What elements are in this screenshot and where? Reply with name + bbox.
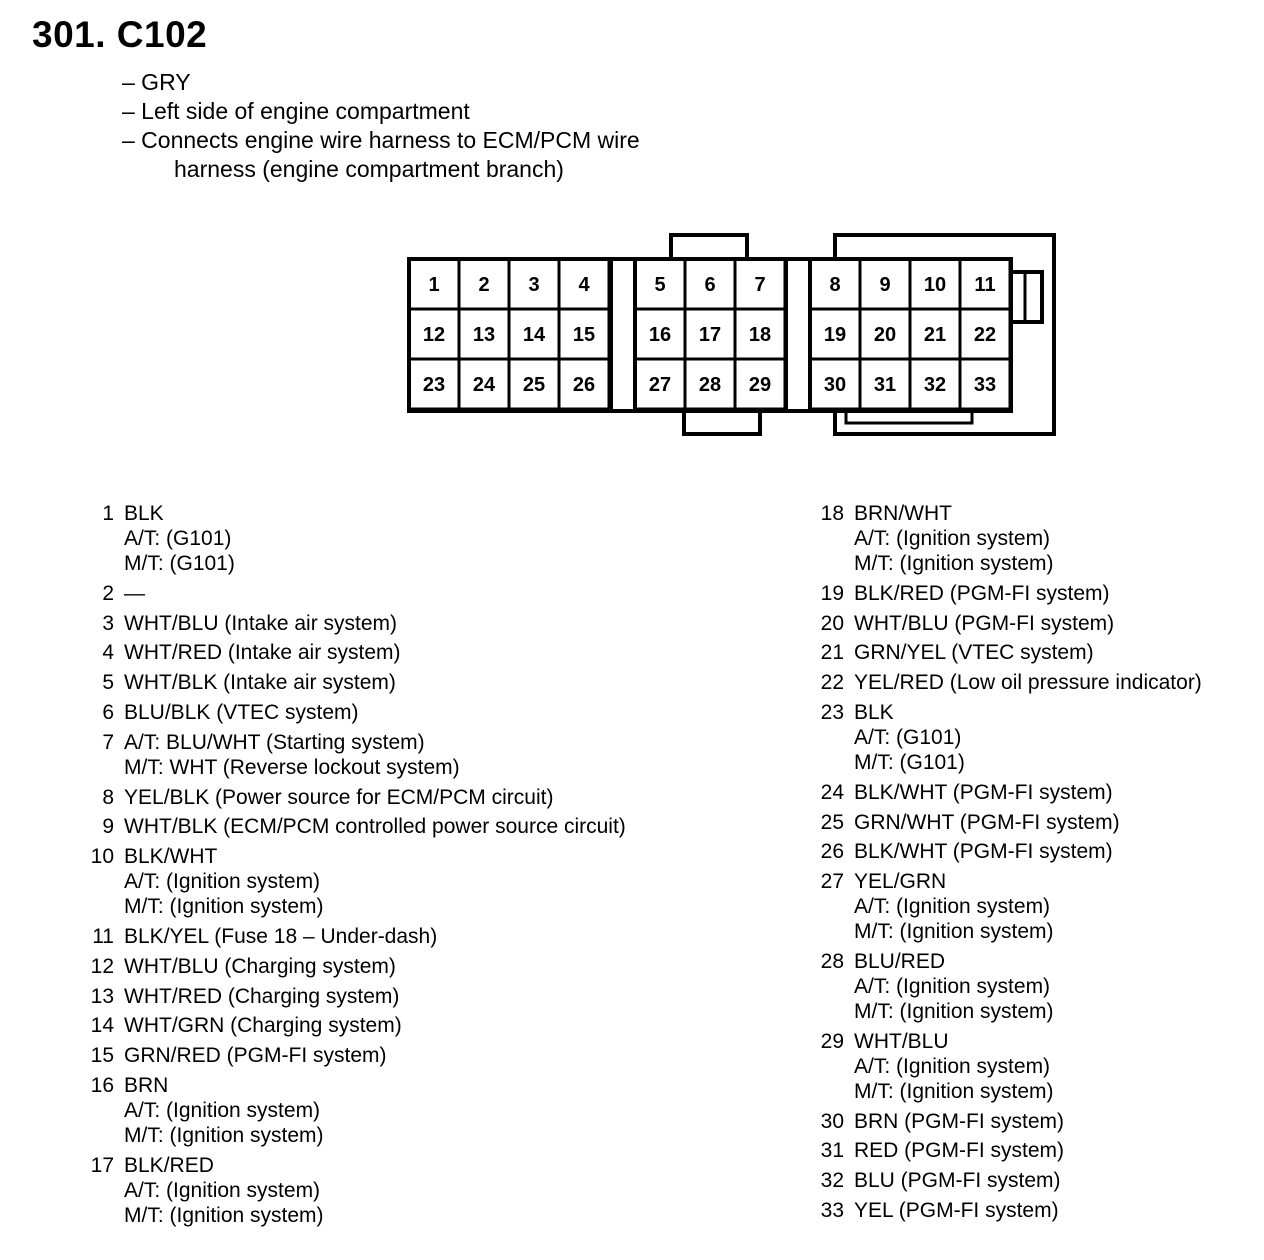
pin-number: 7 [754, 274, 766, 296]
terminal-list-right [810, 501, 1202, 1228]
terminal-description [124, 581, 145, 606]
terminal-entry [810, 581, 1202, 606]
pin-number: 21 [923, 324, 947, 346]
terminal-number: 14 [90, 1014, 114, 1038]
wire-color-label: GRN/YEL (VTEC system) [854, 641, 1094, 665]
wire-color-label: WHT/BLU [854, 1029, 949, 1053]
terminal-entry [80, 844, 626, 919]
terminal-number: 17 [90, 1153, 114, 1177]
pin-number: 6 [704, 274, 716, 296]
wire-color-label: WHT/BLK (Intake air system) [124, 671, 396, 695]
terminal-description [124, 984, 399, 1009]
terminal-number: 19 [820, 581, 844, 605]
terminal-entry [810, 839, 1202, 864]
terminal-number: 15 [90, 1044, 114, 1068]
pin-number: 2 [478, 274, 490, 296]
pin-number: 32 [923, 374, 947, 396]
terminal-number: 10 [90, 845, 114, 869]
terminal-variant-line: A/T: (Ignition system) [124, 1178, 321, 1202]
pin-number: 31 [873, 374, 897, 396]
wire-color-label: A/T: BLU/WHT (Starting system) [124, 730, 425, 754]
wire-color-label: BLK [854, 700, 894, 724]
pin-number: 20 [873, 324, 897, 346]
terminal-entry [80, 640, 626, 665]
terminal-number: 11 [92, 924, 114, 948]
terminal-number: 26 [820, 840, 844, 864]
terminal-variant-line: A/T: (Ignition system) [124, 1098, 321, 1122]
terminal-variant-line: M/T: (Ignition system) [124, 1203, 324, 1227]
wire-color-label: WHT/BLU (Intake air system) [124, 611, 398, 635]
terminal-number: 30 [820, 1109, 844, 1133]
terminal-variant-line: A/T: (Ignition system) [854, 895, 1051, 919]
pin-number: 9 [879, 274, 891, 296]
terminal-description [124, 924, 437, 949]
wire-color-label: BLK/RED [124, 1153, 214, 1177]
pin-number: 22 [973, 324, 997, 346]
terminal-description [124, 1073, 324, 1148]
terminal-description [124, 640, 401, 665]
terminal-entry [80, 581, 626, 606]
terminal-description [854, 839, 1113, 864]
connector-function-continued: harness (engine compartment branch) [174, 156, 564, 182]
pin-number: 4 [578, 274, 590, 296]
pin-number: 25 [522, 374, 546, 396]
terminal-description [124, 814, 626, 839]
terminal-entry [80, 700, 626, 725]
wire-color-label: BLU/BLK (VTEC system) [124, 700, 359, 724]
terminal-variant-line: M/T: (Ignition system) [854, 552, 1054, 575]
wire-color-label: WHT/RED (Charging system) [124, 984, 400, 1008]
pin-number: 19 [823, 324, 847, 346]
bottom-center-tab [684, 411, 760, 434]
terminal-variant-line: M/T: (G101) [854, 750, 965, 774]
terminal-variant-line: M/T: (Ignition system) [854, 1079, 1054, 1103]
terminal-description [854, 1168, 1061, 1193]
pin-number: 27 [648, 374, 672, 396]
terminal-description [124, 670, 396, 695]
terminal-description [854, 1029, 1054, 1104]
terminal-description [854, 611, 1114, 636]
pin-number: 11 [974, 274, 996, 296]
terminal-entry [810, 1198, 1202, 1223]
connector-face-diagram [0, 0, 1264, 480]
terminal-entry [810, 869, 1202, 944]
terminal-variant-line: A/T: (Ignition system) [854, 527, 1051, 550]
terminal-description [124, 611, 397, 636]
pin-number: 13 [472, 324, 496, 346]
terminal-number: 8 [102, 785, 114, 809]
wire-color-label: YEL/BLK (Power source for ECM/PCM circuit) [124, 785, 554, 809]
terminal-number: 21 [820, 641, 844, 665]
terminal-entry [80, 730, 626, 780]
terminal-number: 25 [820, 810, 844, 834]
wire-color-label: GRN/RED (PGM-FI system) [124, 1044, 387, 1068]
wire-color-label: WHT/BLU (PGM-FI system) [854, 611, 1115, 635]
terminal-description [854, 700, 965, 775]
terminal-number: 22 [820, 671, 844, 695]
terminal-entry [80, 984, 626, 1009]
terminal-description [124, 700, 359, 725]
terminal-number: 24 [820, 780, 844, 804]
pin-number: 15 [572, 324, 596, 346]
terminal-entry [810, 670, 1202, 695]
pin-number: 10 [923, 274, 947, 296]
terminal-number: 32 [820, 1169, 844, 1193]
terminal-variant-line: A/T: (Ignition system) [854, 1054, 1051, 1078]
terminal-description [124, 1013, 402, 1038]
terminal-description [854, 810, 1120, 835]
wire-color-label: BLK/RED (PGM-FI system) [854, 581, 1110, 605]
terminal-entry [80, 1073, 626, 1148]
terminal-description [854, 1198, 1059, 1223]
wire-color-label: YEL (PGM-FI system) [854, 1198, 1059, 1222]
terminal-description [854, 1138, 1064, 1163]
terminal-entry [810, 1138, 1202, 1163]
pin-number: 1 [428, 274, 440, 296]
terminal-entry [80, 1153, 626, 1228]
pin-number: 12 [422, 324, 446, 346]
terminal-description [854, 501, 1054, 576]
pin-number: 18 [748, 324, 772, 346]
wire-color-label: — [124, 581, 145, 605]
terminal-variant-line: A/T: (Ignition system) [124, 870, 321, 894]
terminal-entry [810, 700, 1202, 775]
terminal-number: 27 [820, 870, 844, 894]
wire-color-label: BRN (PGM-FI system) [854, 1109, 1064, 1133]
terminal-variant-line: A/T: (Ignition system) [854, 974, 1051, 998]
terminal-number: 2 [102, 581, 114, 605]
pin-number: 16 [648, 324, 672, 346]
terminal-number: 1 [102, 502, 114, 525]
pin-number: 17 [698, 324, 722, 346]
pin-number: 33 [973, 374, 997, 396]
terminal-entry [80, 501, 626, 576]
terminal-number: 12 [90, 954, 114, 978]
terminal-variant-line: A/T: (G101) [854, 725, 962, 749]
terminal-number: 33 [820, 1198, 844, 1222]
terminal-variant-line: M/T: (Ignition system) [854, 999, 1054, 1023]
terminal-number: 9 [102, 815, 114, 839]
terminal-description [124, 844, 324, 919]
terminal-number: 4 [102, 641, 114, 665]
terminal-number: 31 [820, 1139, 844, 1163]
connector-color: – GRY [122, 69, 191, 95]
terminal-number: 7 [102, 730, 114, 754]
wire-color-label: BRN/WHT [854, 502, 952, 525]
terminal-number: 18 [820, 502, 844, 525]
terminal-description [124, 501, 235, 576]
terminal-description [124, 1153, 324, 1228]
wire-color-label: YEL/RED (Low oil pressure indicator) [854, 671, 1202, 695]
wire-color-label: BLK/WHT (PGM-FI system) [854, 840, 1113, 864]
terminal-number: 20 [820, 611, 844, 635]
wire-color-label: WHT/RED (Intake air system) [124, 641, 401, 665]
terminal-entry [810, 611, 1202, 636]
terminal-description [854, 670, 1202, 695]
terminal-entry [80, 924, 626, 949]
terminal-variant-line: M/T: (Ignition system) [124, 1123, 324, 1147]
wire-color-label: WHT/BLU (Charging system) [124, 954, 396, 978]
terminal-entry [810, 1109, 1202, 1134]
terminal-entry [810, 1029, 1202, 1104]
top-latch-tab [671, 235, 747, 259]
connector-function: – Connects engine wire harness to ECM/PCM wire [122, 127, 640, 153]
terminal-variant-line: M/T: (Ignition system) [854, 920, 1054, 944]
page-title: 301. C102 [32, 14, 208, 55]
terminal-entry [810, 501, 1202, 576]
pin-number: 5 [654, 274, 666, 296]
terminal-description [124, 730, 460, 780]
wire-color-label: BLU (PGM-FI system) [854, 1169, 1061, 1193]
wire-color-label: RED (PGM-FI system) [854, 1139, 1064, 1163]
terminal-variant-line: A/T: (G101) [124, 527, 232, 550]
terminal-description [854, 640, 1094, 665]
terminal-description [124, 785, 553, 810]
terminal-entry [80, 814, 626, 839]
connector-location: – Left side of engine compartment [122, 98, 470, 124]
terminal-entry [80, 1043, 626, 1068]
pin-number: 28 [698, 374, 722, 396]
terminal-entry [80, 1013, 626, 1038]
terminal-description [854, 581, 1110, 606]
terminal-entry [810, 1168, 1202, 1193]
terminal-entry [810, 780, 1202, 805]
wire-color-label: BLK [124, 502, 164, 525]
terminal-description [854, 780, 1113, 805]
wire-color-label: BLK/WHT (PGM-FI system) [854, 780, 1113, 804]
terminal-entry [810, 949, 1202, 1024]
terminal-number: 28 [820, 949, 844, 973]
terminal-entry [810, 810, 1202, 835]
wire-color-label: BLU/RED [854, 949, 946, 973]
wire-color-label: BLK/WHT [124, 845, 218, 869]
terminal-list-left [80, 501, 626, 1233]
terminal-variant-line: M/T: WHT (Reverse lockout system) [124, 755, 460, 779]
wire-color-label: BRN [124, 1073, 169, 1097]
terminal-entry [80, 611, 626, 636]
pin-number: 8 [829, 274, 841, 296]
wire-color-label: BLK/YEL (Fuse 18 – Under-dash) [124, 924, 438, 948]
pin-number: 30 [823, 374, 847, 396]
terminal-number: 16 [90, 1073, 114, 1097]
pin-number: 14 [522, 324, 546, 346]
pin-number: 26 [572, 374, 596, 396]
terminal-entry [80, 670, 626, 695]
terminal-number: 13 [90, 984, 114, 1008]
terminal-description [124, 954, 396, 979]
terminal-number: 29 [820, 1029, 844, 1053]
terminal-variant-line: M/T: (Ignition system) [124, 895, 324, 919]
terminal-entry [810, 640, 1202, 665]
terminal-entry [80, 954, 626, 979]
terminal-number: 6 [102, 700, 114, 724]
terminal-number: 5 [102, 671, 114, 695]
pin-number: 23 [422, 374, 446, 396]
wire-color-label: YEL/GRN [854, 870, 947, 894]
wire-color-label: GRN/WHT (PGM-FI system) [854, 810, 1120, 834]
terminal-description [854, 869, 1054, 944]
pin-number: 29 [748, 374, 772, 396]
terminal-entry [80, 785, 626, 810]
terminal-description [124, 1043, 387, 1068]
terminal-number: 3 [102, 611, 114, 635]
terminal-description [854, 1109, 1064, 1134]
terminal-description [854, 949, 1054, 1024]
wire-color-label: WHT/BLK (ECM/PCM controlled power source circuit) [124, 815, 626, 839]
pin-number: 3 [528, 274, 540, 296]
pin-number: 24 [472, 374, 496, 396]
terminal-variant-line: M/T: (G101) [124, 552, 235, 575]
wire-color-label: WHT/GRN (Charging system) [124, 1014, 402, 1038]
terminal-number: 23 [820, 700, 844, 724]
